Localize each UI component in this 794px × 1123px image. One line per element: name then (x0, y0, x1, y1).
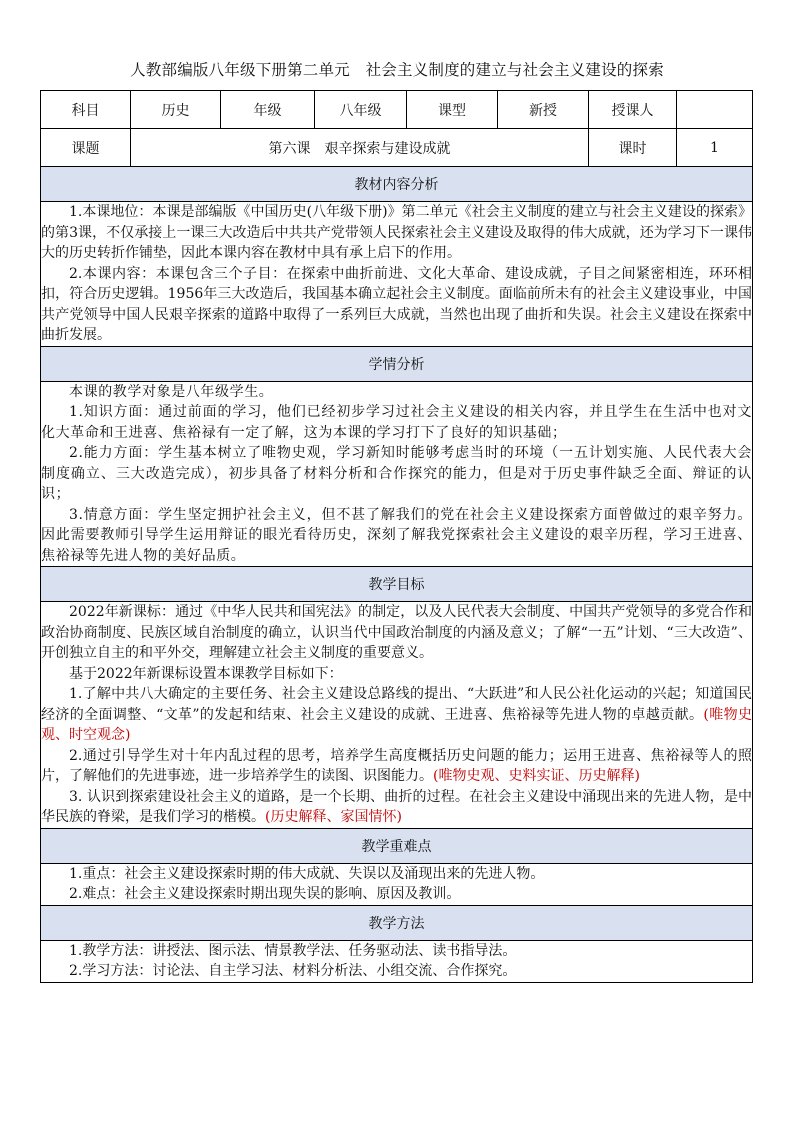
section-title-textbook: 教材内容分析 (41, 167, 753, 202)
objective-item-1 (41, 684, 752, 746)
teacher-value (677, 91, 753, 129)
topic-value: 第六课 艰辛探索与建设成就 (131, 129, 589, 167)
section-header-methods (41, 905, 753, 940)
section-title-students: 学情分析 (41, 346, 753, 381)
section-body-students (41, 381, 753, 567)
lesson-type-value: 新授 (498, 91, 589, 129)
objective-2-text: 2.通过引导学生对十年内乱过程的思考，培养学生高度概括历史问题的能力；运用王进喜、焦裕禄等人的照片，了解他们的先进事迹，进一步培养学生的读图、识图能力。 (41, 747, 752, 784)
section-body-objectives (41, 602, 753, 829)
students-paragraph-1: 1.知识方面：通过前面的学习，他们已经初步学习过社会主义建设的相关内容，并且学生在生活中也对文化大革命和王进喜、焦裕禄有一定了解，这为本课的学习打下了良好的知识基础； (41, 404, 752, 441)
teacher-label: 授课人 (589, 91, 677, 129)
objectives-intro: 基于2022年新课标设置本课教学目标如下： (69, 665, 343, 682)
section-header-textbook (41, 167, 753, 202)
info-row-1 (41, 91, 753, 129)
textbook-paragraph-1: 1.本课地位：本课是部编版《中国历史(八年级下册)》第二单元《社会主义制度的建立与社会主义建设的探索》的第3课，不仅承接上一课三大改造后中共共产党带领人民探索社会主义建设及取得的伟大成就，还为学习下一课伟大的历史转折作铺垫，因此本课内容在教材中具有承上启下的作用。 (41, 204, 752, 261)
objective-2-literacy-tag: (唯物史观、史料实证、历史解释) (433, 768, 640, 784)
objective-3-text: 3. 认识到探索建设社会主义的道路，是一个长期、曲折的过程。在社会主义建设中涌现出来的先进人物，是中华民族的脊梁，是我们学习的楷模。 (41, 788, 752, 825)
section-title-objectives: 教学目标 (41, 567, 753, 602)
keypoint-difficult: 2.难点：社会主义建设探索时期出现失误的影响、原因及教训。 (69, 886, 461, 902)
teaching-methods: 1.教学方法：讲授法、图示法、情景教学法、任务驱动法、读书指导法。 (69, 942, 517, 959)
document-title: 人教部编版八年级下册第二单元 社会主义制度的建立与社会主义建设的探索 (130, 61, 664, 79)
objective-1-literacy-tag: (唯物史观、时空观念) (41, 706, 753, 743)
subject-value: 历史 (131, 91, 221, 129)
section-body-keypoints (41, 863, 753, 905)
textbook-paragraph-2: 2.本课内容：本课包含三个子目：在探索中曲折前进、文化大革命、建设成就，子目之间紧密相连，环环相扣，符合历史逻辑。1956年三大改造后，我国基本确立起社会主义制度。面临前所未有的社会主义建设事业，中国共产党领导中国人民艰辛探索的道路中取得了一系列巨大成就，当然也出现了曲折和失误。社会主义建设在探索中曲折发展。 (41, 265, 752, 343)
lesson-plan-table (40, 90, 753, 983)
students-paragraph-3: 3.情意方面：学生坚定拥护社会主义，但不甚了解我们的党在社会主义建设探索方面曾做过的艰辛努力。因此需要教师引导学生运用辩证的眼光看待历史，深刻了解我党探索社会主义建设的艰辛历程，学习王进喜、焦裕禄等先进人物的美好品质。 (41, 506, 752, 564)
hours-value: 1 (677, 129, 753, 167)
objective-3-literacy-tag: (历史解释、家国情怀) (265, 809, 402, 825)
students-paragraph-2: 2.能力方面：学生基本树立了唯物史观，学习新知时能够考虑当时的环境（一五计划实施、人民代表大会制度确立、三大改造完成），初步具备了材料分析和合作探究的能力，但是对于历史事件缺乏全面、辩证的认识； (41, 445, 752, 502)
section-header-objectives (41, 567, 753, 602)
objective-1-text: 1.了解中共八大确定的主要任务、社会主义建设总路线的提出、“大跃进”和人民公社化运动的兴起；知道国民经济的全面调整、“文革”的发起和结束、社会主义建设的成就、王进喜、焦裕禄等先进人物的卓越贡献。 (41, 686, 752, 723)
topic-label: 课题 (41, 129, 131, 167)
section-title-keypoints: 教学重难点 (41, 828, 753, 863)
section-body-methods (41, 940, 753, 982)
section-body-textbook (41, 202, 753, 347)
section-header-keypoints (41, 828, 753, 863)
section-title-methods: 教学方法 (41, 905, 753, 940)
students-paragraph-0: 本课的教学对象是八年级学生。 (69, 383, 274, 400)
info-row-2 (41, 129, 753, 167)
section-header-students (41, 346, 753, 381)
lesson-type-label: 课型 (407, 91, 498, 129)
grade-value: 八年级 (315, 91, 407, 129)
objective-item-2 (41, 746, 752, 787)
learning-methods: 2.学习方法：讨论法、自主学习法、材料分析法、小组交流、合作探究。 (69, 963, 517, 979)
subject-label: 科目 (41, 91, 131, 129)
grade-label: 年级 (221, 91, 315, 129)
objectives-standard-paragraph: 2022年新课标：通过《中华人民共和国宪法》的制定，以及人民代表大会制度、中国共产党领导的多党合作和政治协商制度、民族区域自治制度的确立，认识当代中国政治制度的内涵及意义；了解“一五”计划、“三大改造”、开创独立自主的和平外交，理解建立社会主义制度的重要意义。 (41, 604, 752, 661)
objective-item-3 (41, 787, 752, 828)
hours-label: 课时 (589, 129, 677, 167)
keypoint-important: 1.重点：社会主义建设探索时期的伟大成就、失误以及涌现出来的先进人物。 (69, 865, 545, 882)
